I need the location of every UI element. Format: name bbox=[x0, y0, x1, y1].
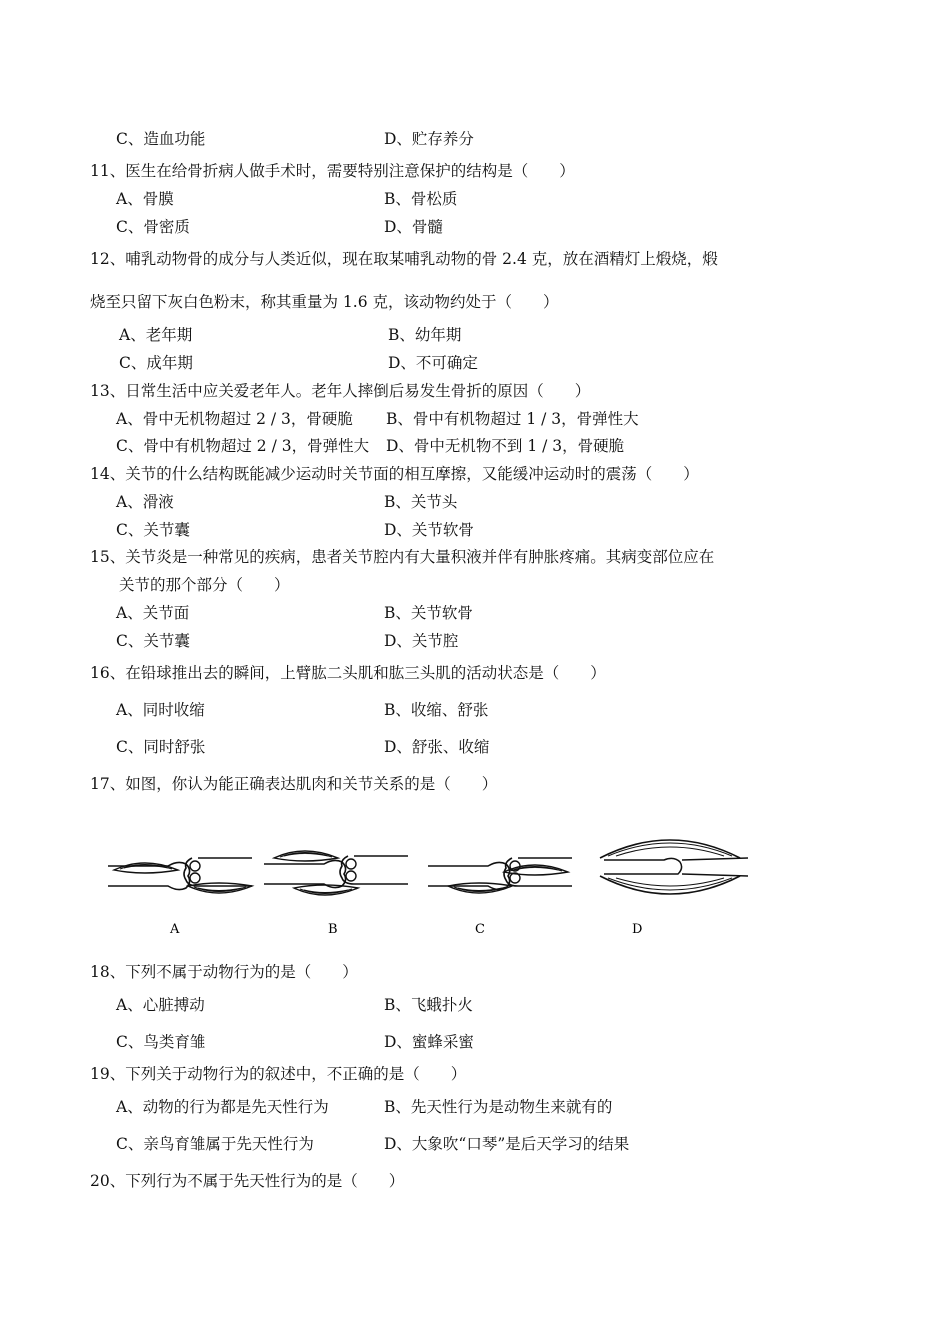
q12-stem: 12、哺乳动物骨的成分与人类近似，现在取某哺乳动物的骨 2.4 克，放在酒精灯上煅烧，煅 bbox=[90, 250, 718, 268]
q13-option-c: C、骨中有机物超过 2 / 3，骨弹性大 bbox=[116, 437, 370, 455]
q18-option-d: D、蜜蜂采蜜 bbox=[384, 1033, 474, 1051]
figure-label-b: B bbox=[328, 922, 338, 937]
figure-a bbox=[108, 858, 252, 893]
q10-option-d: D、贮存养分 bbox=[384, 130, 474, 148]
muscle-joint-diagram bbox=[100, 822, 760, 942]
q20-stem: 20、下列行为不属于先天性行为的是（ ） bbox=[90, 1172, 405, 1190]
q13-stem: 13、日常生活中应关爱老年人。老年人摔倒后易发生骨折的原因（ ） bbox=[90, 382, 591, 400]
q15-stem-cont: 关节的那个部分（ ） bbox=[119, 576, 290, 594]
q16-stem: 16、在铅球推出去的瞬间，上臂肱二头肌和肱三头肌的活动状态是（ ） bbox=[90, 664, 606, 682]
q12-stem-cont: 烧至只留下灰白色粉末，称其重量为 1.6 克，该动物约处于（ ） bbox=[90, 293, 559, 311]
q16-option-a: A、同时收缩 bbox=[116, 701, 205, 719]
q17-stem: 17、如图，你认为能正确表达肌肉和关节关系的是（ ） bbox=[90, 775, 498, 793]
figure-c bbox=[428, 858, 572, 893]
q12-option-d: D、不可确定 bbox=[388, 354, 478, 372]
q15-stem: 15、关节炎是一种常见的疾病，患者关节腔内有大量积液并伴有肿胀疼痛。其病变部位应在 bbox=[90, 548, 715, 566]
q12-option-a: A、老年期 bbox=[119, 326, 193, 344]
q15-option-b: B、关节软骨 bbox=[384, 604, 473, 622]
q13-option-a: A、骨中无机物超过 2 / 3，骨硬脆 bbox=[116, 410, 353, 428]
q16-option-c: C、同时舒张 bbox=[116, 738, 206, 756]
q18-option-a: A、心脏搏动 bbox=[116, 996, 205, 1014]
q19-stem: 19、下列关于动物行为的叙述中，不正确的是（ ） bbox=[90, 1065, 467, 1083]
q18-option-c: C、鸟类育雏 bbox=[116, 1033, 206, 1051]
q18-option-b: B、飞蛾扑火 bbox=[384, 996, 473, 1014]
q11-option-c: C、骨密质 bbox=[116, 218, 190, 236]
q12-option-c: C、成年期 bbox=[119, 354, 193, 372]
q11-stem: 11、医生在给骨折病人做手术时，需要特别注意保护的结构是（ ） bbox=[90, 162, 575, 180]
q19-option-c: C、亲鸟育雏属于先天性行为 bbox=[116, 1135, 314, 1153]
q11-option-d: D、骨髓 bbox=[384, 218, 443, 236]
figure-label-d: D bbox=[632, 922, 643, 937]
q19-option-b: B、先天性行为是动物生来就有的 bbox=[384, 1098, 613, 1116]
q13-option-b: B、骨中有机物超过 1 / 3，骨弹性大 bbox=[386, 410, 639, 428]
figure-d bbox=[600, 840, 748, 894]
q14-option-a: A、滑液 bbox=[116, 493, 174, 511]
q12-option-b: B、幼年期 bbox=[388, 326, 462, 344]
figure-b bbox=[264, 851, 408, 895]
q11-option-b: B、骨松质 bbox=[384, 190, 458, 208]
figure-label-c: C bbox=[475, 922, 485, 937]
q14-option-c: C、关节囊 bbox=[116, 521, 190, 539]
q17-figure bbox=[100, 822, 760, 942]
q18-stem: 18、下列不属于动物行为的是（ ） bbox=[90, 963, 358, 981]
q15-option-d: D、关节腔 bbox=[384, 632, 459, 650]
q11-option-a: A、骨膜 bbox=[116, 190, 174, 208]
q15-option-a: A、关节面 bbox=[116, 604, 190, 622]
q19-option-a: A、动物的行为都是先天性行为 bbox=[116, 1098, 329, 1116]
q16-option-b: B、收缩、舒张 bbox=[384, 701, 489, 719]
q14-stem: 14、关节的什么结构既能减少运动时关节面的相互摩擦，又能缓冲运动时的震荡（ ） bbox=[90, 465, 699, 483]
q14-option-d: D、关节软骨 bbox=[384, 521, 474, 539]
q15-option-c: C、关节囊 bbox=[116, 632, 190, 650]
q16-option-d: D、舒张、收缩 bbox=[384, 738, 490, 756]
figure-label-a: A bbox=[170, 922, 180, 937]
q10-option-c: C、造血功能 bbox=[116, 130, 206, 148]
q14-option-b: B、关节头 bbox=[384, 493, 458, 511]
q19-option-d: D、大象吹“口琴”是后天学习的结果 bbox=[384, 1135, 630, 1153]
q13-option-d: D、骨中无机物不到 1 / 3，骨硬脆 bbox=[386, 437, 625, 455]
